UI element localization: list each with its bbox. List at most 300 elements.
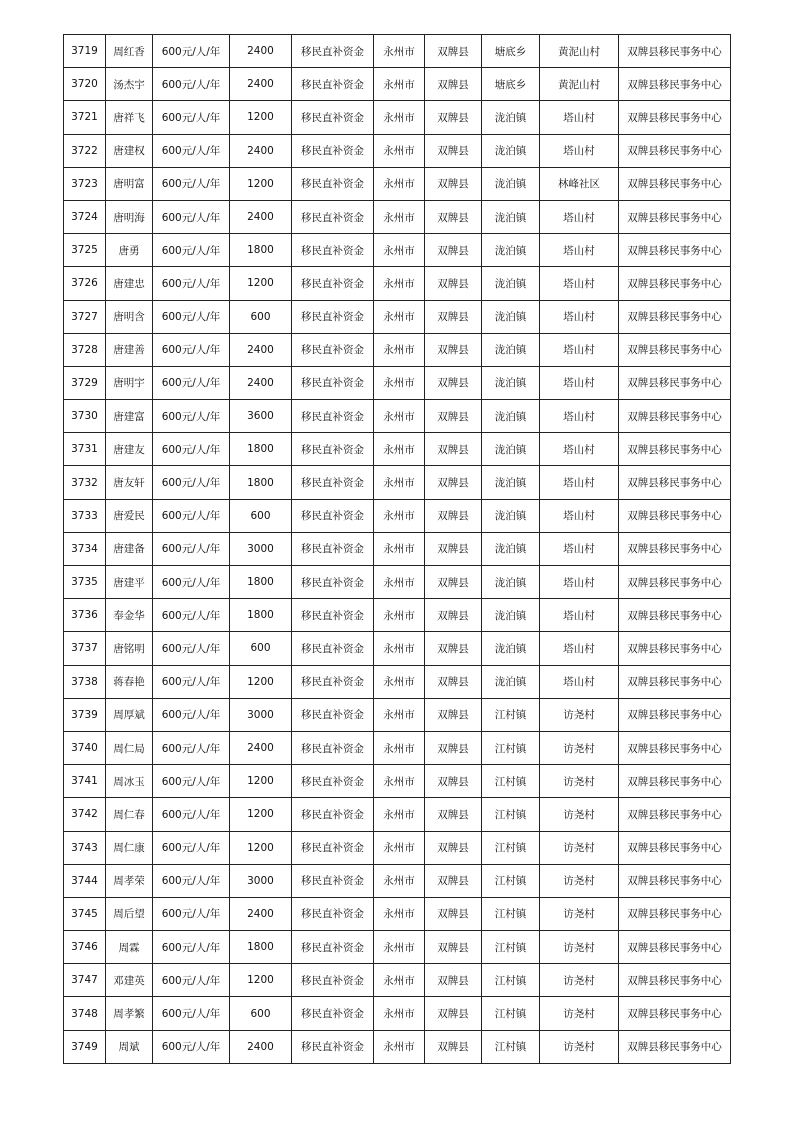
- cell-row-number: 3726: [64, 267, 106, 300]
- cell-village: 访尧村: [540, 765, 619, 798]
- cell-city: 永州市: [374, 731, 425, 764]
- cell-fund-type: 移民直补资金: [292, 200, 374, 233]
- cell-village: 访尧村: [540, 931, 619, 964]
- cell-row-number: 3748: [64, 997, 106, 1030]
- cell-fund-type: 移民直补资金: [292, 897, 374, 930]
- cell-issuing-agency: 双牌县移民事务中心: [619, 167, 731, 200]
- cell-row-number: 3749: [64, 1030, 106, 1063]
- cell-county: 双牌县: [425, 897, 482, 930]
- cell-township: 江村镇: [482, 765, 540, 798]
- cell-city: 永州市: [374, 997, 425, 1030]
- cell-row-number: 3736: [64, 599, 106, 632]
- cell-row-number: 3723: [64, 167, 106, 200]
- cell-issuing-agency: 双牌县移民事务中心: [619, 234, 731, 267]
- cell-township: 江村镇: [482, 698, 540, 731]
- cell-row-number: 3727: [64, 300, 106, 333]
- cell-amount: 3600: [230, 400, 292, 433]
- cell-village: 塔山村: [540, 499, 619, 532]
- cell-amount: 2400: [230, 366, 292, 399]
- cell-subsidy-standard: 600元/人/年: [153, 864, 230, 897]
- cell-village: 访尧村: [540, 831, 619, 864]
- cell-county: 双牌县: [425, 599, 482, 632]
- cell-city: 永州市: [374, 200, 425, 233]
- cell-fund-type: 移民直补资金: [292, 532, 374, 565]
- cell-name: 唐建平: [106, 566, 153, 599]
- cell-county: 双牌县: [425, 1030, 482, 1063]
- cell-issuing-agency: 双牌县移民事务中心: [619, 433, 731, 466]
- cell-county: 双牌县: [425, 333, 482, 366]
- cell-issuing-agency: 双牌县移民事务中心: [619, 798, 731, 831]
- cell-village: 塔山村: [540, 333, 619, 366]
- cell-fund-type: 移民直补资金: [292, 831, 374, 864]
- cell-fund-type: 移民直补资金: [292, 864, 374, 897]
- cell-subsidy-standard: 600元/人/年: [153, 167, 230, 200]
- cell-fund-type: 移民直补资金: [292, 931, 374, 964]
- cell-issuing-agency: 双牌县移民事务中心: [619, 499, 731, 532]
- cell-issuing-agency: 双牌县移民事务中心: [619, 864, 731, 897]
- cell-name: 邓建英: [106, 964, 153, 997]
- cell-township: 江村镇: [482, 964, 540, 997]
- cell-county: 双牌县: [425, 68, 482, 101]
- cell-issuing-agency: 双牌县移民事务中心: [619, 466, 731, 499]
- cell-township: 泷泊镇: [482, 200, 540, 233]
- cell-row-number: 3735: [64, 566, 106, 599]
- cell-fund-type: 移民直补资金: [292, 765, 374, 798]
- cell-fund-type: 移民直补资金: [292, 366, 374, 399]
- cell-name: 周斌: [106, 1030, 153, 1063]
- cell-township: 泷泊镇: [482, 366, 540, 399]
- cell-row-number: 3745: [64, 897, 106, 930]
- cell-village: 塔山村: [540, 632, 619, 665]
- cell-amount: 1800: [230, 599, 292, 632]
- cell-county: 双牌县: [425, 300, 482, 333]
- cell-fund-type: 移民直补资金: [292, 134, 374, 167]
- cell-amount: 1200: [230, 167, 292, 200]
- cell-name: 唐友轩: [106, 466, 153, 499]
- cell-township: 泷泊镇: [482, 433, 540, 466]
- cell-village: 访尧村: [540, 698, 619, 731]
- cell-fund-type: 移民直补资金: [292, 333, 374, 366]
- cell-row-number: 3732: [64, 466, 106, 499]
- cell-fund-type: 移民直补资金: [292, 731, 374, 764]
- cell-fund-type: 移民直补资金: [292, 101, 374, 134]
- cell-fund-type: 移民直补资金: [292, 798, 374, 831]
- cell-amount: 3000: [230, 864, 292, 897]
- cell-amount: 1200: [230, 831, 292, 864]
- cell-township: 泷泊镇: [482, 599, 540, 632]
- cell-township: 泷泊镇: [482, 333, 540, 366]
- cell-county: 双牌县: [425, 831, 482, 864]
- cell-name: 唐建权: [106, 134, 153, 167]
- cell-row-number: 3719: [64, 35, 106, 68]
- cell-subsidy-standard: 600元/人/年: [153, 333, 230, 366]
- table-row: [64, 68, 731, 101]
- cell-row-number: 3738: [64, 665, 106, 698]
- table-row: [64, 433, 731, 466]
- cell-subsidy-standard: 600元/人/年: [153, 400, 230, 433]
- cell-name: 周仁局: [106, 731, 153, 764]
- cell-name: 唐建友: [106, 433, 153, 466]
- cell-name: 唐建忠: [106, 267, 153, 300]
- cell-row-number: 3730: [64, 400, 106, 433]
- cell-row-number: 3744: [64, 864, 106, 897]
- cell-county: 双牌县: [425, 35, 482, 68]
- table-row: [64, 698, 731, 731]
- cell-amount: 1200: [230, 964, 292, 997]
- cell-row-number: 3743: [64, 831, 106, 864]
- cell-row-number: 3722: [64, 134, 106, 167]
- cell-row-number: 3733: [64, 499, 106, 532]
- cell-township: 泷泊镇: [482, 101, 540, 134]
- cell-amount: 2400: [230, 897, 292, 930]
- table-row: [64, 665, 731, 698]
- cell-city: 永州市: [374, 300, 425, 333]
- cell-name: 周孝繁: [106, 997, 153, 1030]
- cell-county: 双牌县: [425, 665, 482, 698]
- cell-township: 泷泊镇: [482, 566, 540, 599]
- cell-city: 永州市: [374, 632, 425, 665]
- cell-amount: 2400: [230, 35, 292, 68]
- cell-issuing-agency: 双牌县移民事务中心: [619, 566, 731, 599]
- cell-issuing-agency: 双牌县移民事务中心: [619, 200, 731, 233]
- cell-row-number: 3739: [64, 698, 106, 731]
- cell-village: 塔山村: [540, 466, 619, 499]
- cell-township: 泷泊镇: [482, 267, 540, 300]
- table-row: [64, 599, 731, 632]
- cell-row-number: 3729: [64, 366, 106, 399]
- cell-amount: 1200: [230, 101, 292, 134]
- cell-county: 双牌县: [425, 466, 482, 499]
- cell-subsidy-standard: 600元/人/年: [153, 466, 230, 499]
- cell-name: 唐建富: [106, 400, 153, 433]
- cell-name: 蒋春艳: [106, 665, 153, 698]
- cell-fund-type: 移民直补资金: [292, 665, 374, 698]
- cell-subsidy-standard: 600元/人/年: [153, 366, 230, 399]
- cell-township: 泷泊镇: [482, 234, 540, 267]
- cell-county: 双牌县: [425, 997, 482, 1030]
- cell-issuing-agency: 双牌县移民事务中心: [619, 831, 731, 864]
- cell-village: 访尧村: [540, 731, 619, 764]
- cell-township: 泷泊镇: [482, 300, 540, 333]
- cell-issuing-agency: 双牌县移民事务中心: [619, 101, 731, 134]
- cell-village: 塔山村: [540, 532, 619, 565]
- cell-row-number: 3747: [64, 964, 106, 997]
- cell-subsidy-standard: 600元/人/年: [153, 599, 230, 632]
- cell-village: 塔山村: [540, 101, 619, 134]
- cell-issuing-agency: 双牌县移民事务中心: [619, 731, 731, 764]
- cell-subsidy-standard: 600元/人/年: [153, 765, 230, 798]
- cell-village: 塔山村: [540, 200, 619, 233]
- table-row: [64, 831, 731, 864]
- cell-township: 泷泊镇: [482, 400, 540, 433]
- cell-subsidy-standard: 600元/人/年: [153, 731, 230, 764]
- cell-village: 塔山村: [540, 366, 619, 399]
- cell-name: 周仁春: [106, 798, 153, 831]
- cell-amount: 1200: [230, 665, 292, 698]
- cell-subsidy-standard: 600元/人/年: [153, 1030, 230, 1063]
- cell-county: 双牌县: [425, 234, 482, 267]
- table-row: [64, 35, 731, 68]
- cell-fund-type: 移民直补资金: [292, 35, 374, 68]
- cell-name: 周仁康: [106, 831, 153, 864]
- cell-village: 塔山村: [540, 599, 619, 632]
- cell-name: 周红香: [106, 35, 153, 68]
- cell-issuing-agency: 双牌县移民事务中心: [619, 665, 731, 698]
- cell-village: 黄泥山村: [540, 35, 619, 68]
- cell-name: 唐祥飞: [106, 101, 153, 134]
- table-row: [64, 134, 731, 167]
- cell-row-number: 3742: [64, 798, 106, 831]
- cell-city: 永州市: [374, 499, 425, 532]
- cell-city: 永州市: [374, 466, 425, 499]
- cell-subsidy-standard: 600元/人/年: [153, 433, 230, 466]
- cell-village: 塔山村: [540, 300, 619, 333]
- cell-amount: 1800: [230, 566, 292, 599]
- cell-township: 江村镇: [482, 1030, 540, 1063]
- cell-fund-type: 移民直补资金: [292, 68, 374, 101]
- cell-city: 永州市: [374, 1030, 425, 1063]
- cell-amount: 600: [230, 300, 292, 333]
- cell-village: 访尧村: [540, 798, 619, 831]
- cell-row-number: 3720: [64, 68, 106, 101]
- cell-amount: 1800: [230, 433, 292, 466]
- cell-city: 永州市: [374, 68, 425, 101]
- cell-issuing-agency: 双牌县移民事务中心: [619, 366, 731, 399]
- cell-subsidy-standard: 600元/人/年: [153, 200, 230, 233]
- cell-issuing-agency: 双牌县移民事务中心: [619, 267, 731, 300]
- cell-row-number: 3731: [64, 433, 106, 466]
- cell-county: 双牌县: [425, 566, 482, 599]
- cell-name: 唐建善: [106, 333, 153, 366]
- cell-township: 泷泊镇: [482, 466, 540, 499]
- cell-amount: 600: [230, 997, 292, 1030]
- cell-fund-type: 移民直补资金: [292, 167, 374, 200]
- cell-name: 唐明含: [106, 300, 153, 333]
- cell-city: 永州市: [374, 798, 425, 831]
- cell-county: 双牌县: [425, 134, 482, 167]
- table-row: [64, 466, 731, 499]
- cell-village: 黄泥山村: [540, 68, 619, 101]
- cell-row-number: 3741: [64, 765, 106, 798]
- cell-subsidy-standard: 600元/人/年: [153, 35, 230, 68]
- table-row: [64, 897, 731, 930]
- cell-city: 永州市: [374, 532, 425, 565]
- cell-fund-type: 移民直补资金: [292, 964, 374, 997]
- cell-row-number: 3734: [64, 532, 106, 565]
- cell-subsidy-standard: 600元/人/年: [153, 532, 230, 565]
- cell-county: 双牌县: [425, 698, 482, 731]
- cell-name: 奉金华: [106, 599, 153, 632]
- cell-fund-type: 移民直补资金: [292, 566, 374, 599]
- cell-subsidy-standard: 600元/人/年: [153, 931, 230, 964]
- cell-township: 泷泊镇: [482, 665, 540, 698]
- cell-subsidy-standard: 600元/人/年: [153, 964, 230, 997]
- cell-issuing-agency: 双牌县移民事务中心: [619, 765, 731, 798]
- table-row: [64, 167, 731, 200]
- cell-subsidy-standard: 600元/人/年: [153, 267, 230, 300]
- cell-name: 周孝荣: [106, 864, 153, 897]
- cell-city: 永州市: [374, 35, 425, 68]
- table-row: [64, 200, 731, 233]
- cell-fund-type: 移民直补资金: [292, 698, 374, 731]
- table-row: [64, 267, 731, 300]
- cell-issuing-agency: 双牌县移民事务中心: [619, 68, 731, 101]
- cell-amount: 2400: [230, 134, 292, 167]
- cell-issuing-agency: 双牌县移民事务中心: [619, 35, 731, 68]
- cell-issuing-agency: 双牌县移民事务中心: [619, 400, 731, 433]
- cell-issuing-agency: 双牌县移民事务中心: [619, 532, 731, 565]
- cell-township: 泷泊镇: [482, 134, 540, 167]
- cell-name: 周冰玉: [106, 765, 153, 798]
- cell-county: 双牌县: [425, 101, 482, 134]
- cell-township: 泷泊镇: [482, 632, 540, 665]
- cell-subsidy-standard: 600元/人/年: [153, 234, 230, 267]
- cell-fund-type: 移民直补资金: [292, 234, 374, 267]
- cell-issuing-agency: 双牌县移民事务中心: [619, 931, 731, 964]
- cell-amount: 1200: [230, 765, 292, 798]
- cell-subsidy-standard: 600元/人/年: [153, 300, 230, 333]
- cell-village: 塔山村: [540, 234, 619, 267]
- cell-city: 永州市: [374, 897, 425, 930]
- cell-subsidy-standard: 600元/人/年: [153, 831, 230, 864]
- cell-name: 周霖: [106, 931, 153, 964]
- cell-county: 双牌县: [425, 433, 482, 466]
- cell-city: 永州市: [374, 665, 425, 698]
- cell-amount: 2400: [230, 1030, 292, 1063]
- table-row: [64, 366, 731, 399]
- cell-county: 双牌县: [425, 267, 482, 300]
- cell-township: 塘底乡: [482, 68, 540, 101]
- cell-name: 唐勇: [106, 234, 153, 267]
- cell-city: 永州市: [374, 101, 425, 134]
- cell-row-number: 3737: [64, 632, 106, 665]
- table-row: [64, 1030, 731, 1063]
- cell-township: 江村镇: [482, 831, 540, 864]
- cell-city: 永州市: [374, 333, 425, 366]
- cell-county: 双牌县: [425, 400, 482, 433]
- cell-issuing-agency: 双牌县移民事务中心: [619, 1030, 731, 1063]
- cell-amount: 1200: [230, 267, 292, 300]
- cell-row-number: 3721: [64, 101, 106, 134]
- cell-township: 江村镇: [482, 731, 540, 764]
- cell-fund-type: 移民直补资金: [292, 1030, 374, 1063]
- cell-city: 永州市: [374, 864, 425, 897]
- cell-township: 江村镇: [482, 897, 540, 930]
- cell-issuing-agency: 双牌县移民事务中心: [619, 997, 731, 1030]
- cell-amount: 2400: [230, 333, 292, 366]
- cell-subsidy-standard: 600元/人/年: [153, 632, 230, 665]
- table-row: [64, 532, 731, 565]
- cell-village: 塔山村: [540, 134, 619, 167]
- cell-fund-type: 移民直补资金: [292, 400, 374, 433]
- cell-village: 塔山村: [540, 665, 619, 698]
- cell-subsidy-standard: 600元/人/年: [153, 997, 230, 1030]
- cell-village: 塔山村: [540, 400, 619, 433]
- table-row: [64, 798, 731, 831]
- table-body: [64, 35, 731, 1064]
- cell-city: 永州市: [374, 566, 425, 599]
- cell-village: 访尧村: [540, 1030, 619, 1063]
- cell-village: 塔山村: [540, 267, 619, 300]
- cell-fund-type: 移民直补资金: [292, 300, 374, 333]
- cell-row-number: 3740: [64, 731, 106, 764]
- cell-amount: 2400: [230, 68, 292, 101]
- table-row: [64, 731, 731, 764]
- cell-amount: 1800: [230, 234, 292, 267]
- cell-issuing-agency: 双牌县移民事务中心: [619, 897, 731, 930]
- cell-village: 访尧村: [540, 864, 619, 897]
- cell-fund-type: 移民直补资金: [292, 632, 374, 665]
- cell-name: 唐铭明: [106, 632, 153, 665]
- cell-village: 林峰社区: [540, 167, 619, 200]
- cell-village: 访尧村: [540, 964, 619, 997]
- cell-township: 江村镇: [482, 798, 540, 831]
- cell-subsidy-standard: 600元/人/年: [153, 897, 230, 930]
- cell-county: 双牌县: [425, 931, 482, 964]
- cell-name: 唐明宇: [106, 366, 153, 399]
- cell-subsidy-standard: 600元/人/年: [153, 566, 230, 599]
- cell-city: 永州市: [374, 831, 425, 864]
- cell-name: 唐明海: [106, 200, 153, 233]
- cell-subsidy-standard: 600元/人/年: [153, 134, 230, 167]
- cell-city: 永州市: [374, 400, 425, 433]
- cell-amount: 2400: [230, 731, 292, 764]
- table-row: [64, 333, 731, 366]
- table-row: [64, 632, 731, 665]
- cell-county: 双牌县: [425, 864, 482, 897]
- cell-row-number: 3724: [64, 200, 106, 233]
- cell-name: 唐爱民: [106, 499, 153, 532]
- cell-township: 江村镇: [482, 931, 540, 964]
- table-row: [64, 566, 731, 599]
- table-row: [64, 931, 731, 964]
- cell-village: 访尧村: [540, 897, 619, 930]
- cell-amount: 600: [230, 632, 292, 665]
- cell-township: 江村镇: [482, 997, 540, 1030]
- table-row: [64, 300, 731, 333]
- cell-city: 永州市: [374, 134, 425, 167]
- cell-city: 永州市: [374, 698, 425, 731]
- cell-fund-type: 移民直补资金: [292, 433, 374, 466]
- table-row: [64, 400, 731, 433]
- cell-row-number: 3725: [64, 234, 106, 267]
- cell-county: 双牌县: [425, 532, 482, 565]
- cell-fund-type: 移民直补资金: [292, 599, 374, 632]
- cell-issuing-agency: 双牌县移民事务中心: [619, 632, 731, 665]
- cell-city: 永州市: [374, 167, 425, 200]
- table-row: [64, 964, 731, 997]
- cell-city: 永州市: [374, 366, 425, 399]
- cell-city: 永州市: [374, 234, 425, 267]
- cell-amount: 600: [230, 499, 292, 532]
- cell-county: 双牌县: [425, 200, 482, 233]
- cell-name: 周厚斌: [106, 698, 153, 731]
- cell-issuing-agency: 双牌县移民事务中心: [619, 964, 731, 997]
- cell-amount: 1800: [230, 931, 292, 964]
- cell-county: 双牌县: [425, 964, 482, 997]
- cell-township: 泷泊镇: [482, 532, 540, 565]
- cell-county: 双牌县: [425, 167, 482, 200]
- table-row: [64, 864, 731, 897]
- cell-city: 永州市: [374, 765, 425, 798]
- cell-fund-type: 移民直补资金: [292, 499, 374, 532]
- cell-subsidy-standard: 600元/人/年: [153, 698, 230, 731]
- cell-amount: 2400: [230, 200, 292, 233]
- table-row: [64, 499, 731, 532]
- cell-subsidy-standard: 600元/人/年: [153, 499, 230, 532]
- cell-amount: 1200: [230, 798, 292, 831]
- cell-city: 永州市: [374, 964, 425, 997]
